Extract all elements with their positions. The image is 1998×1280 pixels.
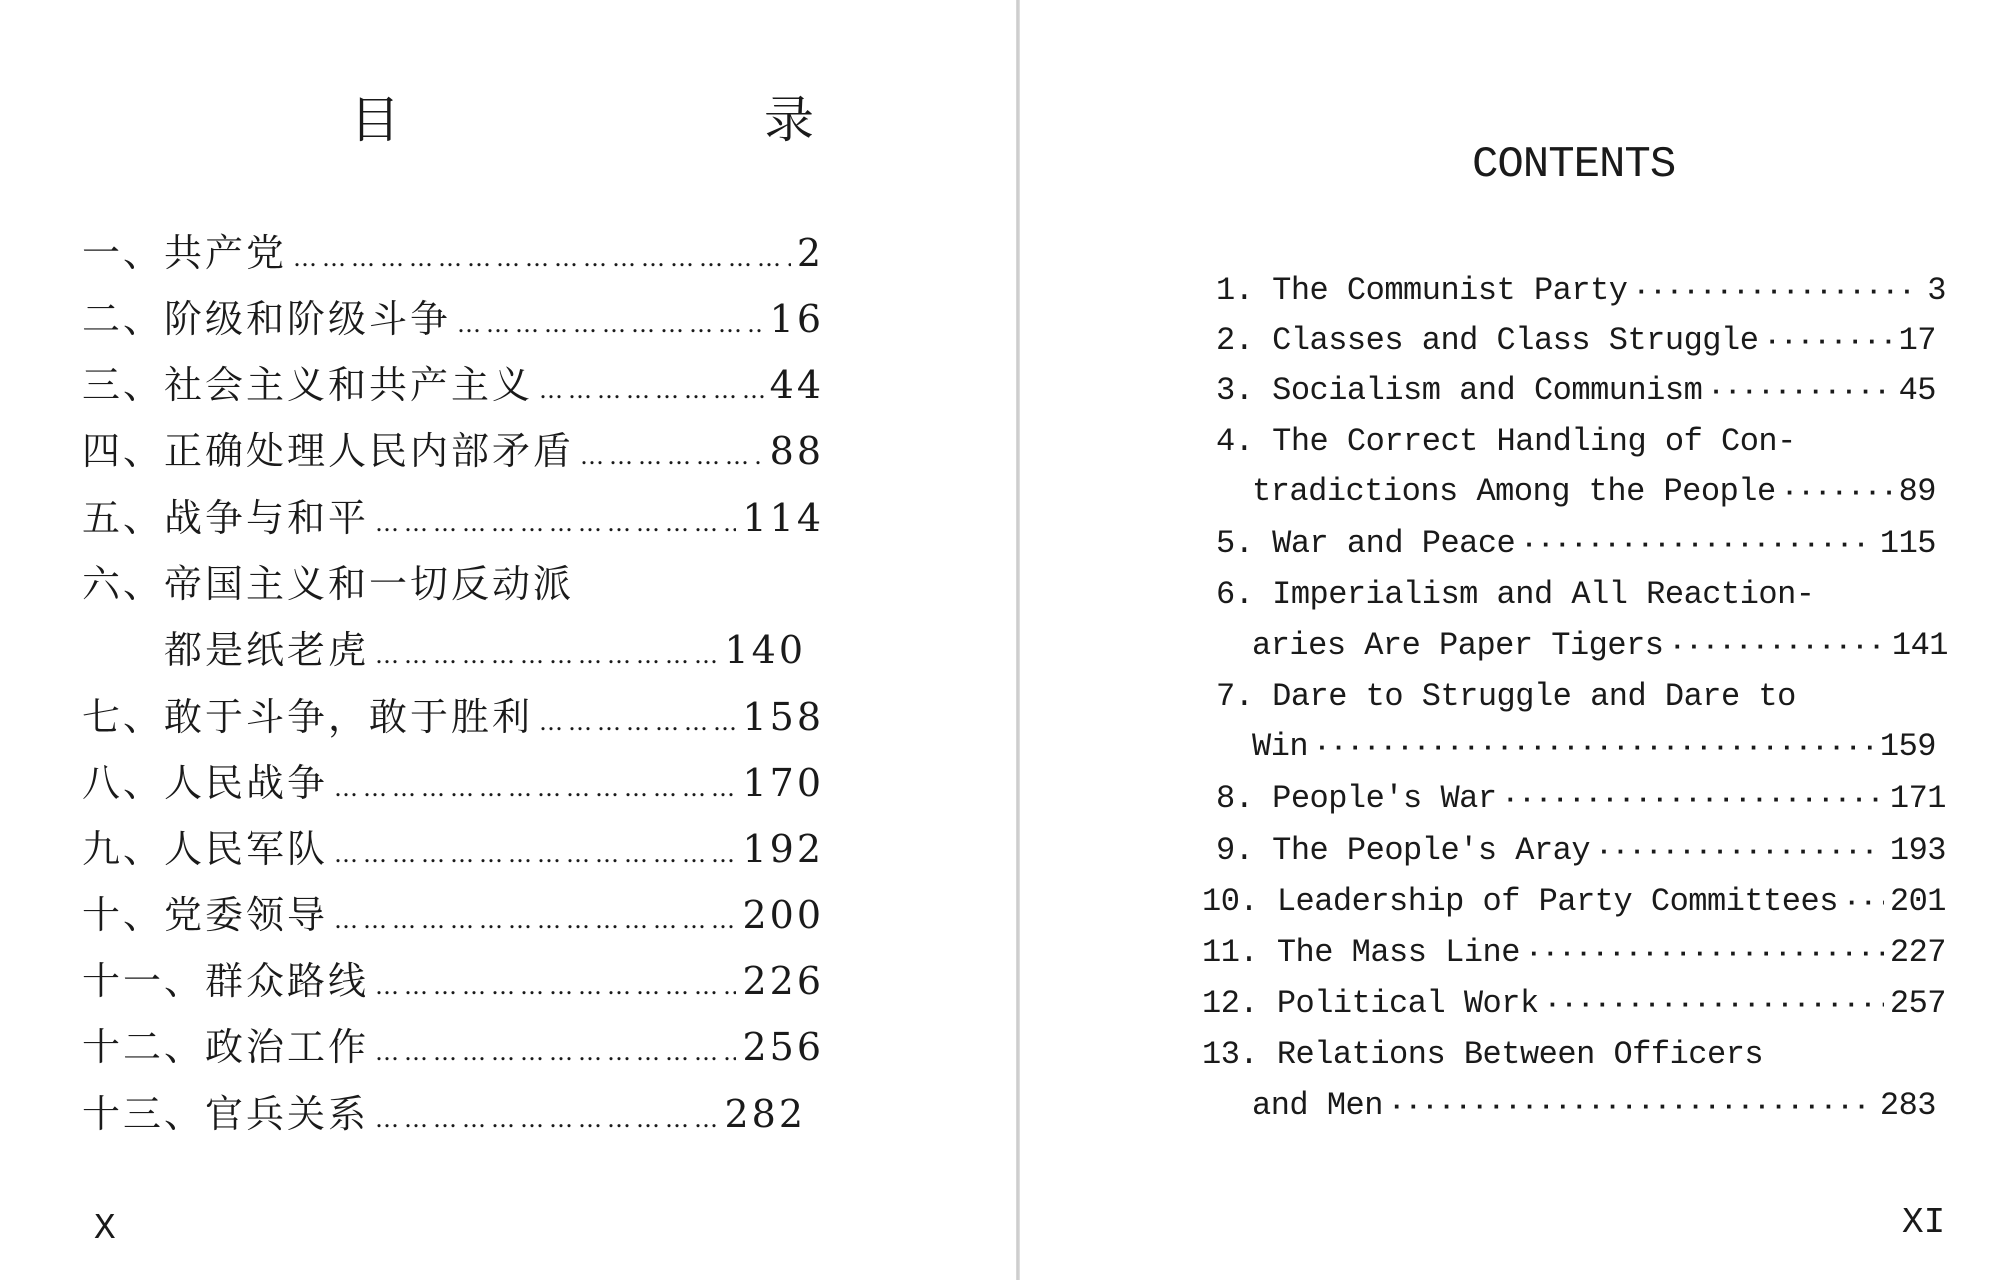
toc-entry-en-7-line-2[interactable] bbox=[1252, 728, 1936, 765]
dot-leader bbox=[375, 1105, 718, 1133]
dot-leader bbox=[1844, 888, 1884, 918]
toc-entry-label: 都是纸老虎 bbox=[164, 628, 370, 672]
toc-entry-label: 5. War and Peace bbox=[1216, 525, 1516, 562]
toc-entry-en-13-line-2[interactable] bbox=[1252, 1087, 1936, 1124]
dot-leader bbox=[1314, 733, 1874, 763]
dot-leader bbox=[1782, 478, 1893, 508]
toc-entry-label: 8. People's War bbox=[1216, 780, 1497, 817]
toc-entry-cn-1[interactable] bbox=[82, 222, 824, 277]
dot-leader bbox=[1503, 785, 1884, 815]
dot-leader bbox=[1521, 530, 1874, 560]
toc-entry-cn-6-line-2[interactable] bbox=[164, 619, 806, 674]
toc-entry-en-2[interactable] bbox=[1216, 322, 1936, 359]
dot-leader bbox=[1708, 377, 1892, 407]
toc-entry-label: 九、人民军队 bbox=[82, 827, 329, 871]
left-page-folio: X bbox=[94, 1208, 116, 1249]
toc-entry-en-13-line-1[interactable]: 13. Relations Between Officers bbox=[1202, 1036, 1764, 1073]
dot-leader bbox=[1596, 837, 1884, 867]
dot-leader bbox=[1669, 632, 1885, 662]
dot-leader bbox=[1764, 327, 1892, 357]
dot-leader bbox=[334, 840, 736, 868]
toc-entry-page: 89 bbox=[1898, 473, 1936, 510]
toc-entry-en-12[interactable] bbox=[1202, 985, 1946, 1022]
toc-entry-label: 11. The Mass Line bbox=[1202, 934, 1520, 971]
toc-entry-label: 2. Classes and Class Struggle bbox=[1216, 322, 1759, 359]
toc-entry-page: 226 bbox=[742, 959, 824, 1003]
toc-entry-label: 十二、政治工作 bbox=[82, 1025, 370, 1069]
toc-entry-page: 200 bbox=[742, 893, 824, 937]
toc-entry-en-6-line-2[interactable] bbox=[1252, 627, 1948, 664]
toc-entry-page: 88 bbox=[769, 429, 824, 473]
toc-entry-label: 1. The Communist Party bbox=[1216, 272, 1628, 309]
dot-leader bbox=[1526, 939, 1884, 969]
toc-entry-page: 256 bbox=[742, 1025, 824, 1069]
toc-entry-en-10[interactable] bbox=[1202, 883, 1946, 920]
dot-leader bbox=[375, 641, 718, 669]
toc-entry-cn-10[interactable] bbox=[82, 884, 824, 939]
toc-entry-label: 十三、官兵关系 bbox=[82, 1092, 370, 1136]
toc-entry-cn-4[interactable] bbox=[82, 420, 824, 475]
toc-entry-page: 192 bbox=[742, 827, 824, 871]
toc-entry-en-3[interactable] bbox=[1216, 372, 1936, 409]
toc-entry-label: tradictions Among the People bbox=[1252, 473, 1776, 510]
toc-entry-label: and Men bbox=[1252, 1087, 1383, 1124]
toc-entry-page: 201 bbox=[1889, 883, 1946, 920]
english-contents-title: CONTENTS bbox=[1472, 140, 1676, 190]
toc-entry-label: 3. Socialism and Communism bbox=[1216, 372, 1703, 409]
toc-entry-en-7-line-1[interactable]: 7. Dare to Struggle and Dare to bbox=[1216, 678, 1796, 715]
toc-entry-en-11[interactable] bbox=[1202, 934, 1946, 971]
toc-entry-en-4-line-1[interactable]: 4. The Correct Handling of Con- bbox=[1216, 423, 1796, 460]
toc-entry-page: 257 bbox=[1889, 985, 1946, 1022]
toc-entry-label: 三、社会主义和共产主义 bbox=[82, 363, 534, 407]
toc-entry-page: 227 bbox=[1889, 934, 1946, 971]
toc-entry-cn-8[interactable] bbox=[82, 752, 824, 807]
toc-entry-en-8[interactable] bbox=[1216, 780, 1946, 817]
toc-entry-label: 二、阶级和阶级斗争 bbox=[82, 297, 452, 341]
toc-entry-cn-6-line-1[interactable]: 六、帝国主义和一切反动派 bbox=[82, 562, 575, 606]
toc-entry-page: 282 bbox=[724, 1092, 806, 1136]
dot-leader bbox=[539, 708, 736, 736]
toc-entry-page: 45 bbox=[1898, 372, 1936, 409]
toc-entry-page: 3 bbox=[1927, 272, 1946, 309]
toc-entry-label: 八、人民战争 bbox=[82, 761, 329, 805]
toc-entry-cn-13[interactable] bbox=[82, 1083, 806, 1138]
toc-entry-page: 170 bbox=[742, 761, 824, 805]
toc-entry-label: 十、党委领导 bbox=[82, 893, 329, 937]
toc-entry-page: 114 bbox=[742, 496, 824, 540]
toc-entry-label: 十一、群众路线 bbox=[82, 959, 370, 1003]
toc-entry-page: 140 bbox=[724, 628, 806, 672]
toc-entry-cn-9[interactable] bbox=[82, 818, 824, 873]
right-page-english-contents bbox=[1022, 0, 1998, 1280]
toc-entry-en-9[interactable] bbox=[1216, 832, 1946, 869]
toc-entry-page: 171 bbox=[1889, 780, 1946, 817]
dot-leader bbox=[375, 972, 736, 1000]
toc-entry-label: 12. Political Work bbox=[1202, 985, 1539, 1022]
toc-entry-cn-2[interactable] bbox=[82, 288, 824, 343]
dot-leader bbox=[1633, 277, 1921, 307]
toc-entry-en-4-line-2[interactable] bbox=[1252, 473, 1936, 510]
dot-leader bbox=[375, 509, 736, 537]
toc-entry-label: 9. The People's Aray bbox=[1216, 832, 1591, 869]
book-gutter bbox=[1016, 0, 1020, 1280]
toc-entry-page: 283 bbox=[1879, 1087, 1936, 1124]
toc-entry-en-6-line-1[interactable]: 6. Imperialism and All Reaction- bbox=[1216, 576, 1815, 613]
toc-entry-label: Win bbox=[1252, 728, 1309, 765]
toc-entry-page: 2 bbox=[796, 231, 824, 275]
chinese-contents-title: 目 录 bbox=[350, 91, 902, 149]
toc-entry-page: 159 bbox=[1879, 728, 1936, 765]
dot-leader bbox=[457, 310, 764, 338]
toc-entry-cn-5[interactable] bbox=[82, 487, 824, 542]
dot-leader bbox=[1545, 990, 1884, 1020]
toc-entry-page: 158 bbox=[742, 695, 824, 739]
toc-entry-cn-12[interactable] bbox=[82, 1016, 824, 1071]
toc-entry-label: aries Are Paper Tigers bbox=[1252, 627, 1664, 664]
toc-entry-page: 17 bbox=[1898, 322, 1936, 359]
toc-entry-cn-11[interactable] bbox=[82, 950, 824, 1005]
toc-entry-label: 一、共产党 bbox=[82, 231, 288, 275]
toc-entry-page: 16 bbox=[769, 297, 824, 341]
dot-leader bbox=[375, 1038, 736, 1066]
toc-entry-cn-7[interactable] bbox=[82, 686, 824, 741]
toc-entry-label: 七、敢于斗争，敢于胜利 bbox=[82, 695, 534, 739]
right-page-folio: XI bbox=[1902, 1202, 1946, 1243]
toc-entry-label: 四、正确处理人民内部矛盾 bbox=[82, 429, 575, 473]
toc-entry-label: 10. Leadership of Party Committees bbox=[1202, 883, 1838, 920]
toc-entry-page: 193 bbox=[1889, 832, 1946, 869]
toc-entry-label: 五、战争与和平 bbox=[82, 496, 370, 540]
toc-entry-en-1[interactable] bbox=[1216, 272, 1946, 309]
toc-entry-page: 115 bbox=[1879, 525, 1936, 562]
dot-leader bbox=[580, 442, 764, 470]
toc-entry-en-5[interactable] bbox=[1216, 525, 1936, 562]
dot-leader bbox=[334, 906, 736, 934]
toc-entry-page: 44 bbox=[769, 363, 824, 407]
dot-leader bbox=[334, 774, 736, 802]
toc-entry-cn-3[interactable] bbox=[82, 354, 824, 409]
toc-entry-page: 141 bbox=[1891, 627, 1948, 664]
dot-leader bbox=[293, 244, 791, 272]
dot-leader bbox=[1389, 1092, 1874, 1122]
dot-leader bbox=[539, 376, 764, 404]
